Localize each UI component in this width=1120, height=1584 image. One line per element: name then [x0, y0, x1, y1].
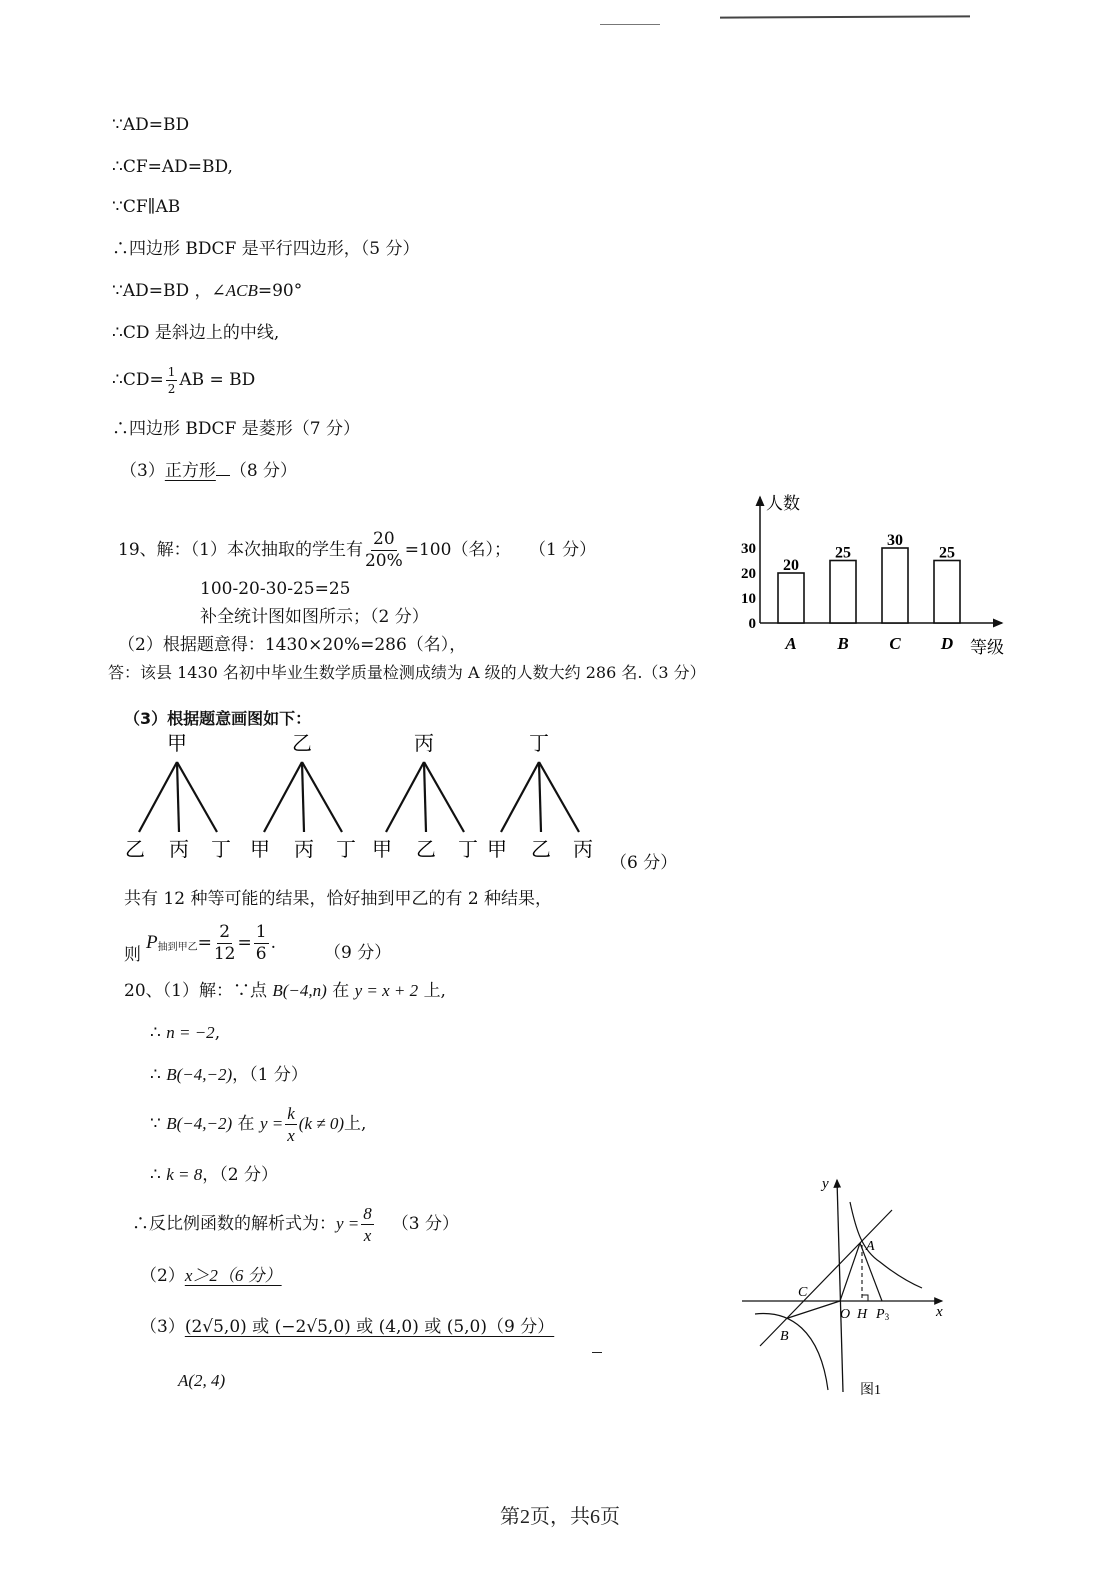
tree-leaf: 丙 [169, 839, 189, 861]
numerator: 8 [363, 1204, 372, 1223]
tree-root: 乙 [292, 733, 312, 755]
proof-line-2: ∴CF=AD=BD, [112, 157, 233, 177]
proof-line-8: ∴四边形 BDCF 是菱形（7 分） [112, 419, 360, 439]
label-B: B [780, 1329, 789, 1344]
y-tick-label: 0 [748, 616, 756, 632]
tree-leaf: 丁 [211, 839, 231, 861]
math: k = 8 [166, 1165, 203, 1184]
scan-artifact-line [720, 15, 970, 18]
text: =90° [257, 281, 303, 301]
numerator: 2 [219, 922, 231, 942]
proof-line-9 [120, 460, 297, 482]
fraction [214, 924, 236, 963]
line-y-x-plus-2 [760, 1210, 892, 1346]
tree-leaf: 甲 [250, 839, 270, 861]
y-axis-label: 人数 [766, 494, 800, 513]
denominator: x [287, 1126, 295, 1145]
bar-B [830, 561, 856, 624]
q20-line-1 [124, 980, 446, 1002]
q20-line-2 [150, 1022, 220, 1044]
data-label: 25 [835, 544, 851, 562]
numerator: 20 [373, 529, 395, 549]
text: ∴CD= [112, 370, 164, 390]
label-O: O [840, 1307, 851, 1322]
data-label: 30 [887, 532, 903, 549]
label-P-main: P [876, 1307, 885, 1322]
fraction [285, 1105, 297, 1144]
hyperbola-branch-3 [755, 1314, 828, 1390]
math: (k ≠ 0) [298, 1114, 344, 1133]
x-tick-label: A [785, 634, 797, 653]
tree-leaf: 乙 [416, 839, 436, 861]
denominator: 6 [255, 944, 267, 964]
text: ，（1 分） [232, 1065, 308, 1085]
q19-part3-heading: （3）根据题意画图如下： [124, 709, 312, 728]
tree-root: 丙 [414, 733, 434, 755]
q20-line-3 [150, 1064, 308, 1086]
proof-line-7 [112, 366, 255, 395]
text: , [214, 1023, 221, 1043]
q20-line-4 [150, 1104, 366, 1144]
probability-expr: $P_{抽到甲乙}=$ $\frac{2}{12}$ = $\frac{1}{6}$ . [146, 922, 276, 964]
text: ∴ [150, 1165, 161, 1185]
numerator: 1 [255, 922, 267, 942]
text: AB = BD [179, 370, 256, 390]
text: （3） [120, 461, 165, 481]
page-footer: 第2页，共6页 [500, 1506, 620, 1528]
x-tick-label: D [940, 634, 954, 653]
score: （9 分） [324, 943, 392, 963]
text: 20、（1）解：∵点 [124, 981, 267, 1001]
q20-line-7 [140, 1265, 308, 1287]
tree-leaf: 乙 [531, 839, 551, 861]
math: B(−4,n) [272, 981, 327, 1000]
text: ，（2 分） [202, 1165, 278, 1185]
tree-leaf: 丁 [458, 839, 478, 861]
proof-line-3: ∵CF∥AB [112, 197, 181, 217]
text: 19、解：（1）本次抽取的学生有 [118, 540, 363, 560]
proof-line-4: ∴四边形 BDCF 是平行四边形，（5 分） [112, 239, 420, 259]
answer-underlined: (2√5,0) 或 (−2√5,0) 或 (4,0) 或 (5,0)（9 分） [184, 1317, 555, 1337]
text: ∵ [150, 1114, 161, 1134]
tree-3 [372, 733, 478, 861]
tree-branch [424, 762, 464, 832]
data-label: 25 [939, 544, 955, 562]
p-symbol: P [146, 932, 158, 953]
y-tick-label: 30 [741, 541, 756, 557]
bar-D [934, 561, 960, 624]
text: ∴ [150, 1065, 161, 1085]
text: 在 [332, 981, 350, 1001]
angle-name: ACB [225, 281, 258, 300]
y-tick-label: 20 [741, 566, 756, 582]
text: ∵AD=BD ，∠ [112, 281, 226, 301]
tree-branch [424, 762, 426, 832]
proof-line-5 [112, 280, 302, 302]
tree-root: 甲 [167, 733, 187, 755]
q20-line-6 [132, 1200, 459, 1248]
math: n = −2 [166, 1023, 215, 1042]
label-x: x [936, 1304, 943, 1320]
bar-chart [720, 485, 1020, 665]
tree-branch [386, 762, 424, 832]
tree-branch [302, 762, 342, 832]
fraction [254, 924, 269, 963]
q19-line-7: 共有 12 种等可能的结果，恰好抽到甲乙的有 2 种结果， [124, 889, 553, 909]
text: 上, [343, 1114, 367, 1134]
score: （3 分） [391, 1214, 460, 1234]
tree-1 [125, 733, 231, 861]
text: （2） [140, 1266, 185, 1286]
tree-leaf: 丁 [336, 839, 356, 861]
bar-C [882, 548, 908, 623]
tree-branch [539, 762, 579, 832]
p-subscript: 抽到甲乙 [157, 942, 198, 953]
text: ∴反比例函数的解析式为： [132, 1214, 336, 1234]
text: 在 [237, 1114, 255, 1134]
stray-mark [592, 1352, 602, 1353]
fraction [365, 531, 403, 570]
denominator: 2 [167, 382, 176, 396]
numerator: k [287, 1104, 295, 1123]
chart-bars [778, 532, 960, 653]
math: y = [259, 1114, 284, 1133]
tree-branch [539, 762, 541, 832]
tree-leaf: 甲 [372, 839, 392, 861]
tree-leaf: 丙 [573, 839, 593, 861]
tree-branch [264, 762, 302, 832]
segment-OA [840, 1243, 860, 1301]
right-angle-mark [862, 1295, 868, 1301]
q20-line-5 [150, 1164, 278, 1186]
tree-root: 丁 [529, 733, 549, 755]
scan-artifact-line [600, 24, 660, 25]
proof-line-1: ∵AD=BD [112, 115, 190, 135]
q20-line-8 [140, 1316, 576, 1338]
denominator: x [363, 1226, 372, 1245]
denominator: 12 [213, 944, 236, 964]
bar-A [778, 573, 804, 623]
text: ∴ [150, 1023, 161, 1043]
x-tick-label: B [837, 634, 849, 653]
score: （1 分） [528, 540, 597, 560]
q19-score-6: （6 分） [610, 853, 678, 873]
label-P [875, 1307, 890, 1322]
fraction [361, 1205, 374, 1244]
tree-leaf: 乙 [125, 839, 145, 861]
x-tick-label: C [889, 634, 901, 653]
y-tick-label: 10 [741, 591, 756, 607]
label-A: A [866, 1239, 875, 1254]
text: （3） [140, 1317, 185, 1337]
tree-branch [139, 762, 177, 832]
q20-line-9: A(2, 4) [178, 1371, 226, 1390]
math: B(−4,−2) [166, 1114, 233, 1133]
tree-leaf: 丙 [294, 839, 314, 861]
coordinate-figure [720, 1150, 960, 1400]
q19-answer: 答：该县 1430 名初中毕业生数学质量检测成绩为 A 级的人数大约 286 名.（3 分） [108, 663, 706, 682]
tree-branch [177, 762, 217, 832]
x-axis-label: 等级 [970, 638, 1004, 657]
y-axis [837, 1180, 843, 1392]
label-P-sub: 3 [884, 1312, 890, 1322]
tree-2 [250, 733, 356, 861]
tree-branch [177, 762, 179, 832]
label-H: H [857, 1307, 868, 1322]
fraction-half [166, 366, 178, 395]
text: （8 分） [229, 461, 298, 481]
data-label: 20 [783, 557, 799, 574]
q19-line-3: 补全统计图如图所示；（2 分） [200, 607, 429, 627]
numerator: 1 [167, 365, 176, 379]
math: y = x + 2 [354, 981, 419, 1000]
answer-underlined: x＞2（6 分） [184, 1266, 282, 1285]
text: 则 [124, 945, 141, 965]
math: B(−4,−2) [166, 1065, 233, 1084]
q19-line-1 [118, 530, 596, 570]
text: =100（名）； [404, 540, 511, 560]
figure-caption: 图1 [860, 1383, 881, 1398]
tree-branch [302, 762, 304, 832]
answer-underlined: 正方形 [164, 461, 216, 481]
math: y = [336, 1214, 360, 1233]
label-C: C [798, 1285, 808, 1300]
tree-4 [487, 733, 593, 861]
denominator: 20% [364, 551, 403, 571]
proof-line-6: ∴CD 是斜边上的中线, [112, 323, 280, 343]
tree-diagram [120, 728, 640, 868]
tree-leaf: 甲 [487, 839, 507, 861]
q19-line-2: 100-20-30-25=25 [200, 579, 351, 599]
text: 上, [423, 981, 446, 1001]
q19-line-4: （2）根据题意得：1430×20%=286（名）， [118, 635, 467, 655]
tree-branch [501, 762, 539, 832]
label-y: y [822, 1176, 829, 1192]
